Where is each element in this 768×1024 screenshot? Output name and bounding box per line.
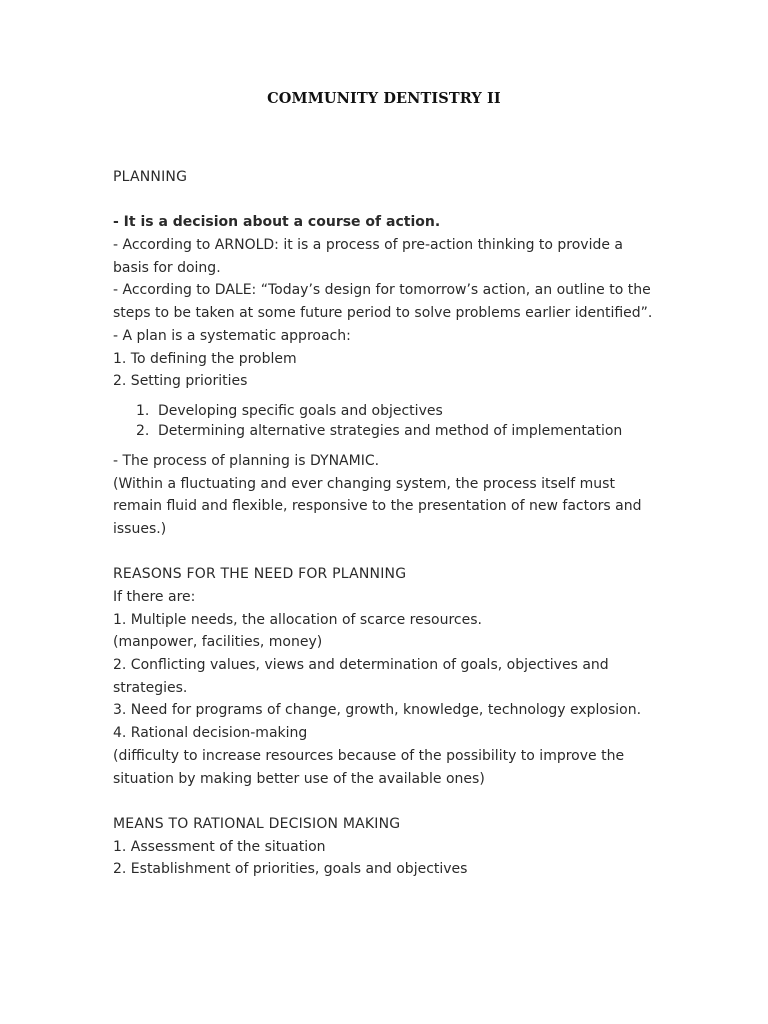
reasons-heading: REASONS FOR THE NEED FOR PLANNING xyxy=(113,566,407,583)
spacer xyxy=(113,790,658,813)
reasons-line: 2. Conflicting values, views and determination of goals, objectives and xyxy=(113,657,609,674)
spacer xyxy=(113,189,658,212)
dale-definition-line: - According to DALE: “Today’s design for tomorrow’s action, an outline to the xyxy=(113,282,651,299)
means-line: 1. Assessment of the situation xyxy=(113,838,326,855)
sublist-item xyxy=(113,421,658,442)
reasons-line: If there are: xyxy=(113,589,196,605)
approach-sublist xyxy=(113,401,658,442)
planning-definition: - It is a decision about a course of action. xyxy=(113,214,441,231)
reasons-line: (manpower, facilities, money) xyxy=(113,634,323,651)
reasons-line: situation by making better use of the available ones) xyxy=(113,770,485,787)
document-body xyxy=(113,166,658,881)
systematic-approach-line: - A plan is a systematic approach: xyxy=(113,327,351,344)
sublist-number: 1. xyxy=(136,402,150,419)
document-title: COMMUNITY DENTISTRY II xyxy=(267,90,501,107)
dynamic-note-line: issues.) xyxy=(113,520,167,537)
reasons-line: strategies. xyxy=(113,679,188,696)
sublist-number: 2. xyxy=(136,423,150,440)
means-line: 2. Establishment of priorities, goals and objectives xyxy=(113,861,468,878)
sublist-text: Developing specific goals and objectives xyxy=(158,402,443,419)
reasons-line: 1. Multiple needs, the allocation of scarce resources. xyxy=(113,611,482,628)
reasons-line: 3. Need for programs of change, growth, knowledge, technology explosion. xyxy=(113,702,642,719)
reasons-line: 4. Rational decision-making xyxy=(113,725,308,742)
arnold-definition-line: basis for doing. xyxy=(113,259,221,276)
approach-step: 2. Setting priorities xyxy=(113,373,248,390)
dynamic-note-line: remain fluid and flexible, responsive to the presentation of new factors and xyxy=(113,498,642,515)
arnold-definition-line: - According to ARNOLD: it is a process of pre-action thinking to provide a xyxy=(113,237,624,254)
means-heading: MEANS TO RATIONAL DECISION MAKING xyxy=(113,815,401,832)
sublist-text: Determining alternative strategies and method of implementation xyxy=(158,423,623,440)
reasons-line: (difficulty to increase resources because of the possibility to improve the xyxy=(113,747,625,764)
dynamic-line: - The process of planning is DYNAMIC. xyxy=(113,452,380,469)
approach-step: 1. To defining the problem xyxy=(113,350,297,367)
dale-definition-line: steps to be taken at some future period to solve problems earlier identified”. xyxy=(113,305,653,322)
planning-heading: PLANNING xyxy=(113,169,188,185)
sublist-item xyxy=(113,401,658,422)
dynamic-note-line: (Within a fluctuating and ever changing system, the process itself must xyxy=(113,475,615,492)
spacer xyxy=(113,541,658,564)
